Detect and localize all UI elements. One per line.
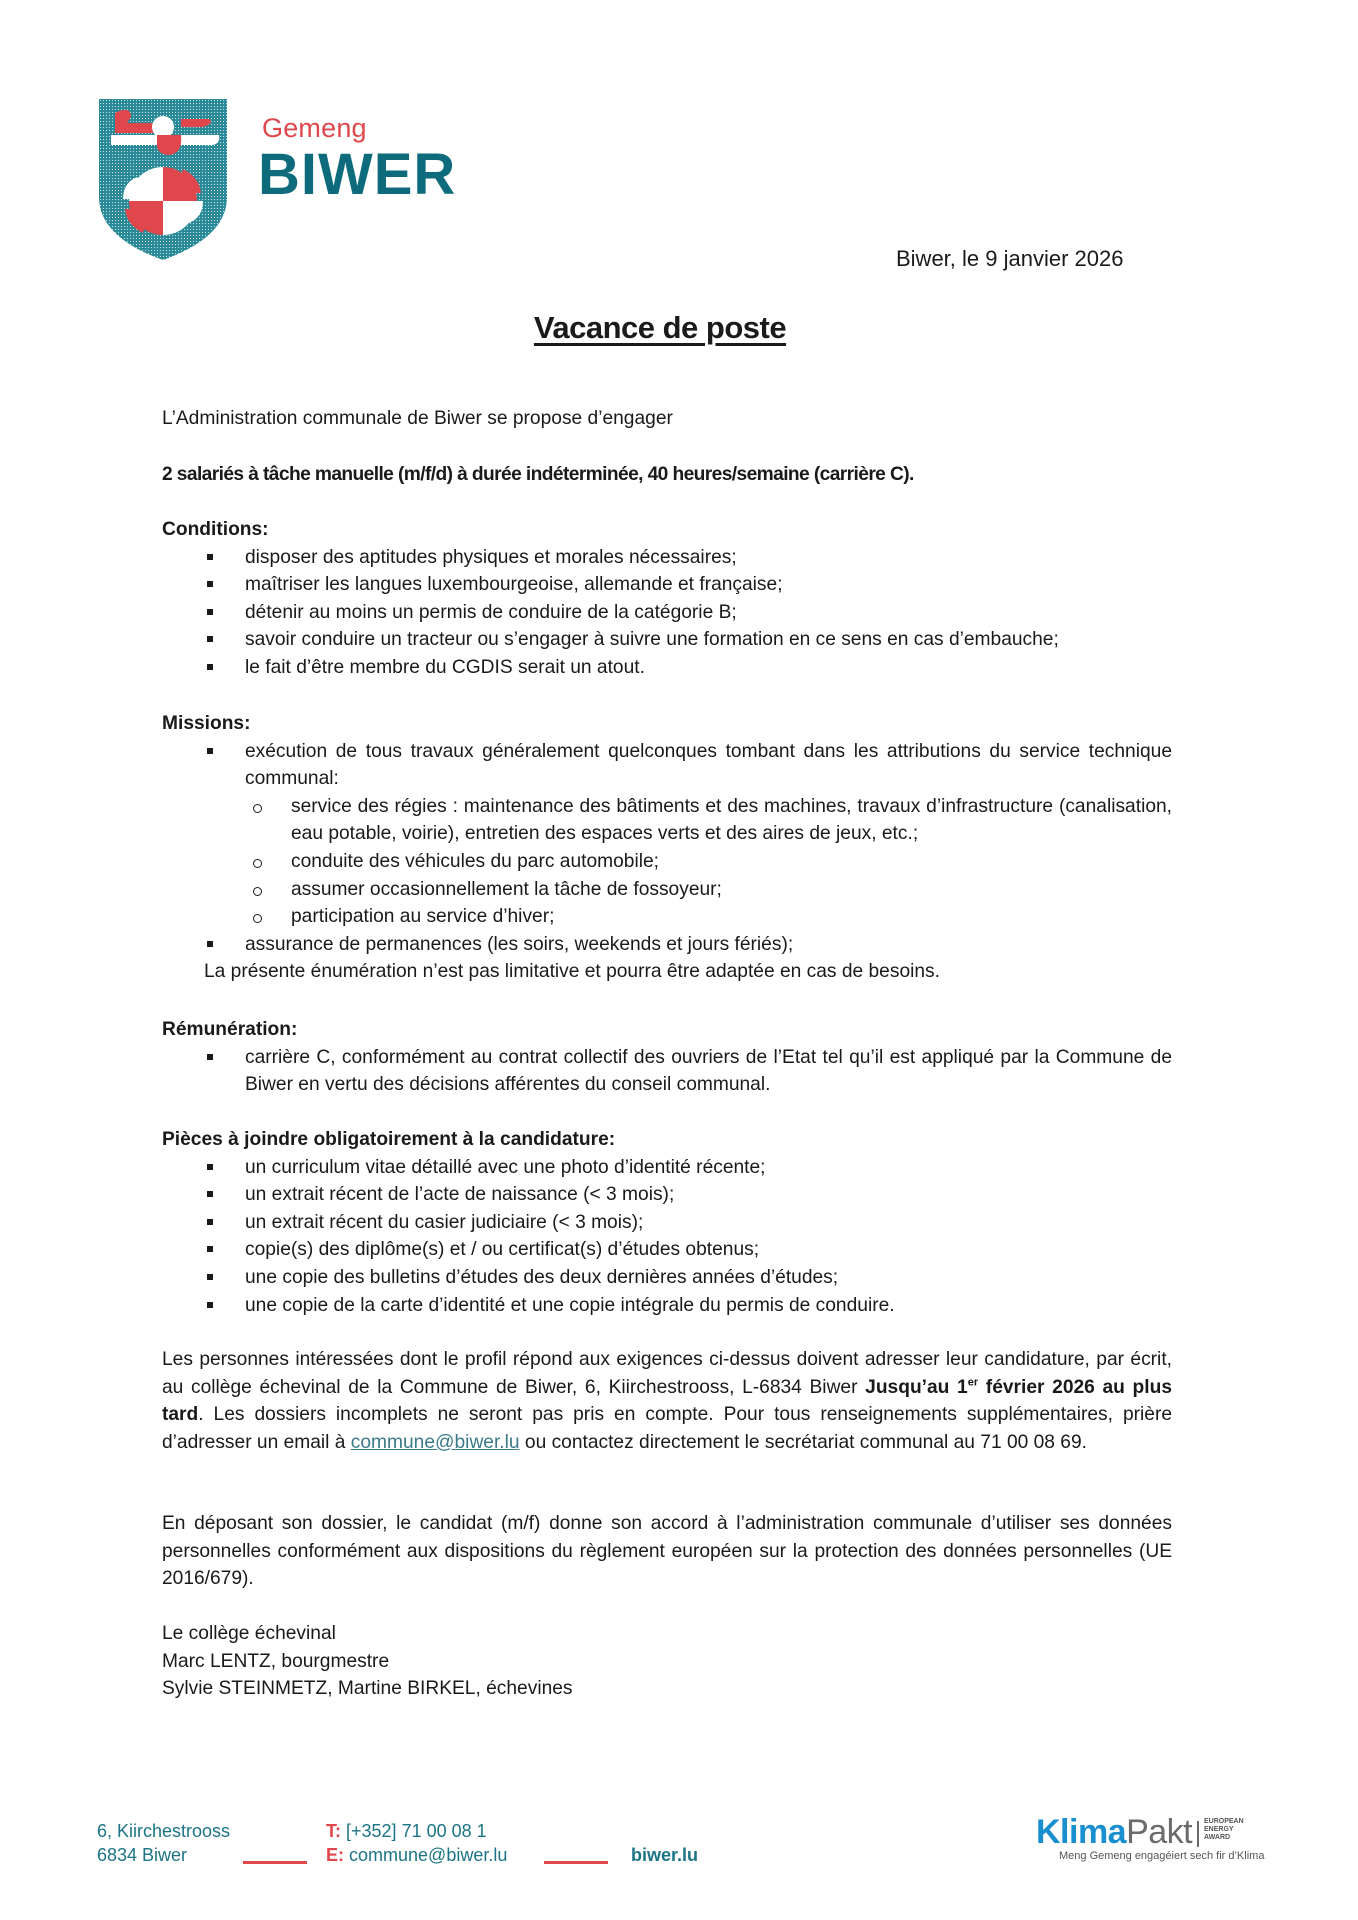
remuneration-list [162, 1044, 1172, 1099]
position-text: 2 salariés à tâche manuelle (m/f/d) à durée indéterminée, 40 heures/semaine (carrière C). [162, 464, 914, 485]
signature-section [162, 1620, 1172, 1703]
klimapakt-tagline: Meng Gemeng engagéiert sech fir d’Klima [1059, 1850, 1265, 1862]
page-title-text: Vacance de poste [533, 310, 787, 345]
logo-gemeng-text: Gemeng [262, 113, 367, 143]
award-line: ENERGY [1204, 1826, 1234, 1833]
email-label: E: [326, 1845, 344, 1865]
deadline-sup: er [967, 1376, 979, 1389]
privacy-text: En déposant son dossier, le candidat (m/f) donne son accord à l’administration communale d’utiliser ses données personnelles conformément aux dispositions du règlement européen sur la protection des données personnelles (UE 2016/679). [162, 1513, 1172, 1590]
missions-note: La présente énumération n’est pas limitative et pourra être adaptée en cas de besoins. [204, 961, 940, 983]
klimapakt-word-a: Klima [1036, 1813, 1127, 1851]
documents-list [162, 1154, 1172, 1320]
signature-line: Marc LENTZ, bourgmestre [162, 1650, 390, 1672]
list-item: un extrait récent de l’acte de naissance (< 3 mois); [162, 1181, 1172, 1209]
footer-email[interactable]: commune@biwer.lu [349, 1845, 508, 1865]
list-item: le fait d’être membre du CGDIS serait un atout. [162, 654, 1172, 682]
footer-phone: [+352] 71 00 08 1 [346, 1821, 487, 1841]
footer-divider [544, 1861, 608, 1864]
remuneration-heading: Rémunération: [162, 1019, 298, 1040]
application-text-part: ou contactez directement le secrétariat communal au 71 00 08 69. [519, 1431, 1087, 1453]
sub-list-item: conduite des véhicules du parc automobile; [245, 848, 1172, 876]
footer-address-line: 6, Kiirchestrooss [97, 1821, 231, 1841]
privacy-section [162, 1510, 1172, 1593]
page-title [0, 310, 1320, 346]
phone-label: T: [326, 1821, 341, 1841]
signature-line: Sylvie STEINMETZ, Martine BIRKEL, échevines [162, 1678, 573, 1700]
application-text-part: Les personnes intéressées dont le profil répond aux exigences ci-dessus doivent adresser leur candidature, par écrit, au collège échevinal de la Commune de Biwer, 6, Kiirchestrooss, L-6834 Biwer [162, 1349, 1172, 1398]
footer-website[interactable]: biwer.lu [631, 1845, 699, 1865]
logo-biwer-text: BIWER [258, 142, 457, 207]
deadline-text: février 2026 au plus tard [162, 1376, 1172, 1426]
sub-list-item: service des régies : maintenance des bâtiments et des machines, travaux d’infrastructure (canalisation, eau potable, voirie), entretien des espaces verts et des aires de jeux, etc.; [245, 793, 1172, 848]
conditions-section [162, 516, 1172, 682]
missions-section [162, 710, 1172, 986]
missions-sublist [245, 793, 1172, 931]
footer-divider [243, 1861, 307, 1864]
klimapakt-logo [1036, 1815, 1192, 1849]
award-line: AWARD [1204, 1834, 1231, 1841]
missions-list [162, 738, 1172, 959]
list-item: copie(s) des diplôme(s) et / ou certificat(s) d’études obtenus; [162, 1236, 1172, 1264]
documents-section [162, 1126, 1172, 1319]
signature-line: Le collège échevinal [162, 1623, 336, 1644]
application-text-part: . Les dossiers incomplets ne seront pas pris en compte. Pour tous renseignements supplémentaires, prière d’adresser un email à [162, 1404, 1172, 1453]
list-item: assurance de permanences (les soirs, weekends et jours fériés); [162, 931, 1172, 959]
footer-contact [326, 1819, 507, 1867]
list-item: maîtriser les langues luxembourgeoise, allemande et française; [162, 571, 1172, 599]
list-item: un extrait récent du casier judiciaire (< 3 mois); [162, 1209, 1172, 1237]
list-item: savoir conduire un tracteur ou s’engager à suivre une formation en ce sens en cas d’embauche; [162, 626, 1172, 654]
application-text [162, 1346, 1172, 1456]
biwer-coat-of-arms-icon [97, 97, 229, 262]
document-date: Biwer, le 9 janvier 2026 [896, 246, 1124, 271]
klimapakt-divider [1197, 1821, 1199, 1847]
deadline-text: Jusqu’au 1 [865, 1376, 968, 1398]
application-section [162, 1346, 1172, 1456]
klimapakt-word-b: Pakt [1126, 1813, 1193, 1851]
intro-section [162, 405, 1172, 433]
email-link[interactable]: commune@biwer.lu [350, 1431, 520, 1453]
list-item [162, 738, 1172, 931]
list-item: une copie de la carte d’identité et une copie intégrale du permis de conduire. [162, 1292, 1172, 1320]
list-item: détenir au moins un permis de conduire de la catégorie B; [162, 599, 1172, 627]
list-item: carrière C, conformément au contrat collectif des ouvriers de l’Etat tel qu’il est appliqué par la Commune de Biwer en vertu des décisions afférentes du conseil communal. [162, 1044, 1172, 1099]
list-item: une copie des bulletins d’études des deux dernières années d’études; [162, 1264, 1172, 1292]
footer-address [97, 1819, 230, 1867]
footer-address-line: 6834 Biwer [97, 1845, 188, 1865]
award-line: EUROPEAN [1204, 1818, 1244, 1825]
european-energy-award [1204, 1818, 1244, 1842]
list-item: disposer des aptitudes physiques et morales nécessaires; [162, 544, 1172, 572]
documents-heading: Pièces à joindre obligatoirement à la candidature: [162, 1129, 616, 1150]
conditions-list [162, 544, 1172, 682]
missions-heading: Missions: [162, 713, 251, 734]
sub-list-item: participation au service d’hiver; [245, 903, 1172, 931]
sub-list-item: assumer occasionnellement la tâche de fossoyeur; [245, 876, 1172, 904]
conditions-heading: Conditions: [162, 519, 269, 540]
list-item: un curriculum vitae détaillé avec une photo d’identité récente; [162, 1154, 1172, 1182]
position-section [162, 461, 1172, 489]
remuneration-section [162, 1016, 1172, 1099]
intro-text: L’Administration communale de Biwer se propose d’engager [162, 408, 673, 429]
mission-main-text: exécution de tous travaux généralement quelconques tombant dans les attributions du service technique communal: [245, 740, 1172, 790]
